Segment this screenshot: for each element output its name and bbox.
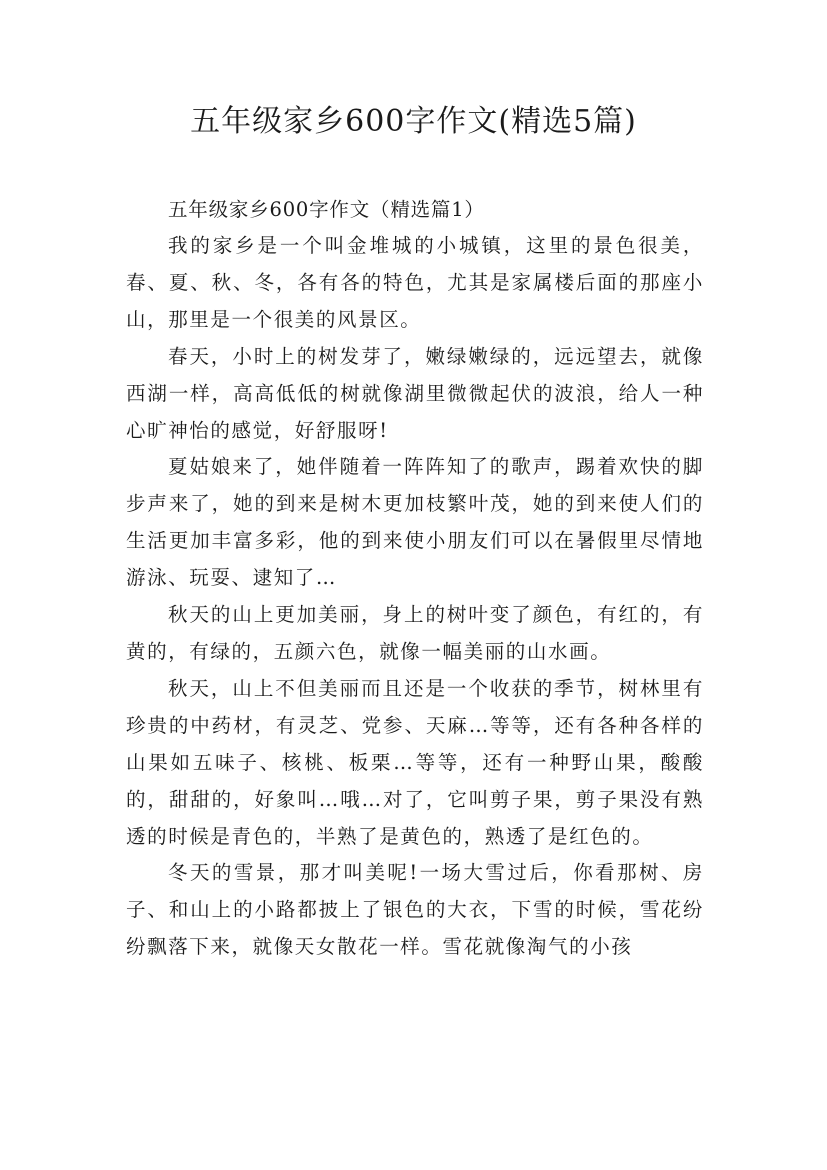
section-heading: 五年级家乡600字作文（精选篇1） bbox=[168, 198, 485, 221]
paragraph: 秋天，山上不但美丽而且还是一个收获的季节，树林里有珍贵的中药材，有灵芝、党参、天麻…等等，还有各种各样的山果如五味子、核桃、板栗…等等，还有一种野山果，酸酸的，甜甜的，好象叫…哦…对了，它叫剪子果，剪子果没有熟透的时候是青色的，半熟了是黄色的，熟透了是红色的。 bbox=[126, 676, 704, 848]
paragraph: 冬天的雪景，那才叫美呢!一场大雪过后，你看那树、房子、和山上的小路都披上了银色的大衣，下雪的时候，雪花纷纷飘落下来，就像天女散花一样。雪花就像淘气的小孩 bbox=[126, 861, 704, 959]
paragraph: 春天，小时上的树发芽了，嫩绿嫩绿的，远远望去，就像西湖一样，高高低低的树就像湖里微微起伏的波浪，给人一种心旷神怡的感觉，好舒服呀! bbox=[126, 344, 704, 442]
paragraph: 夏姑娘来了，她伴随着一阵阵知了的歌声，踢着欢快的脚步声来了，她的到来是树木更加枝繁叶茂，她的到来使人们的生活更加丰富多彩，他的到来使小朋友们可以在暑假里尽情地游泳、玩耍、逮知了… bbox=[126, 455, 704, 590]
paragraph: 秋天的山上更加美丽，身上的树叶变了颜色，有红的，有黄的，有绿的，五颜六色，就像一幅美丽的山水画。 bbox=[126, 603, 704, 663]
document-title: 五年级家乡600字作文(精选5篇) bbox=[190, 104, 637, 139]
essay-body bbox=[126, 192, 704, 966]
paragraph: 我的家乡是一个叫金堆城的小城镇，这里的景色很美，春、夏、秋、冬，各有各的特色，尤其是家属楼后面的那座小山，那里是一个很美的风景区。 bbox=[126, 234, 704, 331]
